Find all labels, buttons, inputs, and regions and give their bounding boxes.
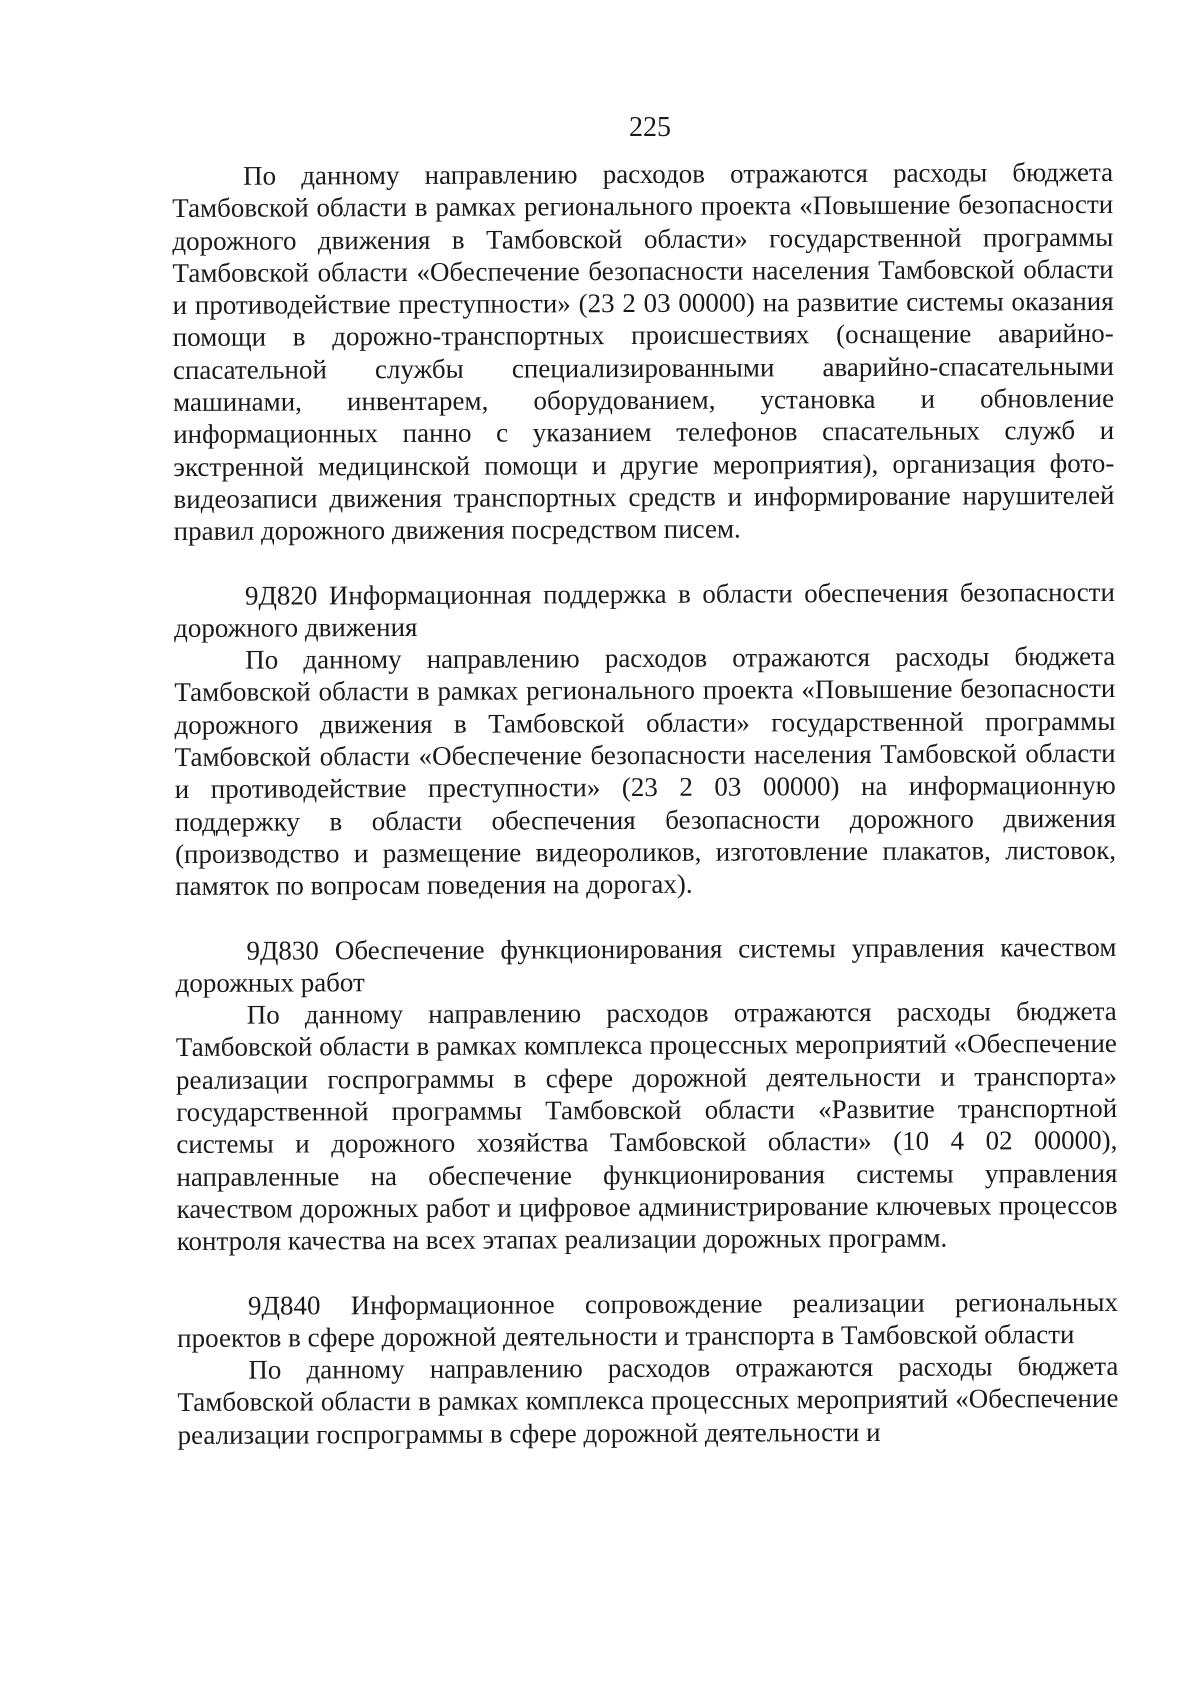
section-paragraph: По данному направлению расходов отражаются расходы бюджета Тамбовской области в рамках регионального проекта «Повышение безопасности дорожного движения в Тамбовской области» государственной программы Тамбовской области «Обеспечение безопасности населения Тамбовской области и противодействие преступности» (23 2 03 00000) на развитие системы оказания помощи в дорожно-транспортных происшествиях (оснащение аварийно-спасательной службы специализированными аварийно-спасательными машинами, инвентарем, оборудованием, установка и обновление информационных панно с указанием телефонов спасательных служб и экстренной медицинской помощи и другие мероприятия), организация фото-видеозаписи движения транспортных средств и информирование нарушителей правил дорожного движения посредством писем. [172, 156, 1115, 547]
section-heading: 9Д820 Информационная поддержка в области обеспечения безопасности дорожного движения [173, 576, 1115, 643]
section-intro [172, 156, 1115, 548]
section-heading: 9Д840 Информационное сопровождение реализации региональных проектов в сфере дорожной деятельности и транспорта в Тамбовской области [177, 1286, 1119, 1353]
page-number: 225 [629, 112, 671, 143]
section-9d830 [175, 930, 1117, 1257]
section-9d840 [177, 1285, 1119, 1451]
section-heading: 9Д830 Обеспечение функционирования системы управления качеством дорожных работ [175, 931, 1117, 998]
document-body [172, 156, 1119, 1451]
section-paragraph: По данному направлению расходов отражаются расходы бюджета Тамбовской области в рамках комплекса процессных мероприятий «Обеспечение реализации госпрограммы в сфере дорожной деятельности и [177, 1350, 1119, 1450]
section-9d820 [174, 575, 1116, 902]
section-paragraph: По данному направлению расходов отражаются расходы бюджета Тамбовской области в рамках регионального проекта «Повышение безопасности дорожного движения в Тамбовской области» государственной программы Тамбовской области «Обеспечение безопасности населения Тамбовской области и противодействие преступности» (23 2 03 00000) на информационную поддержку в области обеспечения безопасности дорожного движения (производство и размещение видеороликов, изготовление плакатов, листовок, памяток по вопросам поведения на дорогах). [174, 641, 1117, 902]
section-paragraph: По данному направлению расходов отражаются расходы бюджета Тамбовской области в рамках комплекса процессных мероприятий «Обеспечение реализации госпрограммы в сфере дорожной деятельности и транспорта» государственной программы Тамбовской области «Развитие транспортной системы и дорожного хозяйства Тамбовской области» (10 4 02 00000), направленные на обеспечение функционирования системы управления качеством дорожных работ и цифровое администрирование ключевых процессов контроля качества на всех этапах реализации дорожных программ. [175, 996, 1118, 1257]
